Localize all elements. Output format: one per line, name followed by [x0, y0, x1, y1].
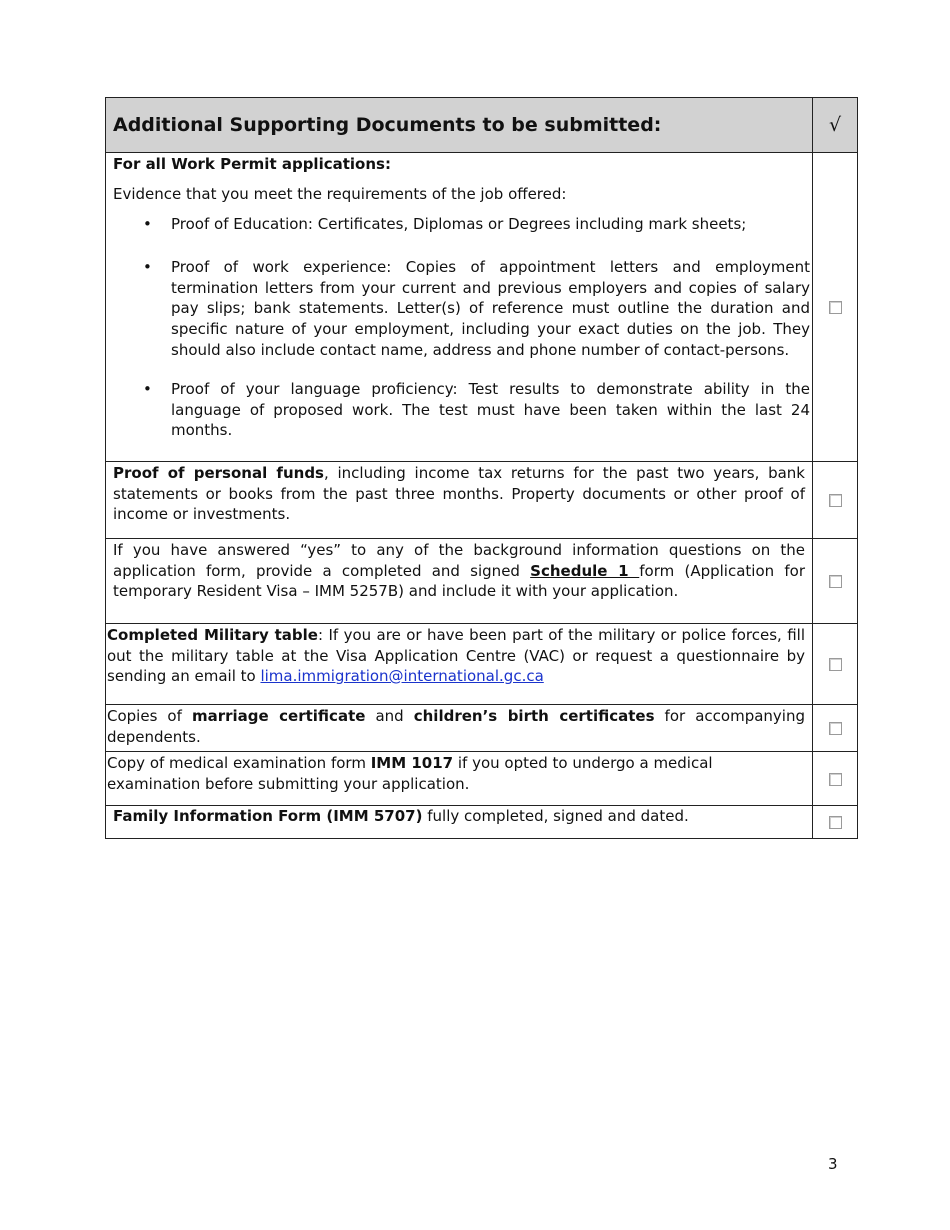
schedule-text: If you have answered “yes” to any of the background information questions on the application form, provide a completed and signed Schedule 1 form (Application for temporary Resident Visa – IMM 5257B) and include it with your application.: [113, 541, 805, 600]
work-permit-intro: Evidence that you meet the requirements of the job offered:: [113, 185, 567, 203]
table-title: Additional Supporting Documents to be submitted:: [113, 114, 662, 136]
marriage-checkbox[interactable]: [829, 722, 842, 735]
supporting-documents-table: [105, 97, 858, 839]
bullet-icon: •: [143, 257, 152, 276]
check-cell: [813, 539, 858, 624]
table-row: [106, 624, 858, 705]
work-permit-checkbox[interactable]: [829, 301, 842, 314]
bullet-icon: •: [143, 379, 152, 398]
page-number: 3: [828, 1155, 838, 1173]
personal-funds-text: Proof of personal funds, including income tax returns for the past two years, bank statements or books from the past three months. Property documents or other proof of income or investments.: [113, 464, 805, 523]
check-cell: [813, 153, 858, 462]
family-checkbox[interactable]: [829, 816, 842, 829]
table-row: [106, 539, 858, 624]
table-row: [106, 462, 858, 539]
medical-cell: [106, 752, 813, 806]
personal-funds-cell: [106, 462, 813, 539]
list-item: • Proof of work experience: Copies of appointment letters and employment termination letters from your current and previous employers and copies of salary pay slips; bank statements. Letter(s) of reference must outline the duration and specific nature of your employment, including your exact duties on the job. They should also include contact name, address and phone number of contact-persons.: [143, 257, 810, 359]
list-item: • Proof of Education: Certificates, Diplomas or Degrees including mark sheets;: [143, 215, 747, 233]
check-cell: [813, 705, 858, 752]
marriage-cell: [106, 705, 813, 752]
work-permit-cell: [106, 153, 813, 462]
marriage-text: Copies of marriage certificate and children’s birth certificates for accompanying dependents.: [107, 707, 805, 746]
table-row: [106, 705, 858, 752]
header-cell: [106, 98, 813, 153]
table-row: [106, 806, 858, 839]
medical-checkbox[interactable]: [829, 773, 842, 786]
email-link[interactable]: lima.immigration@international.gc.ca: [260, 667, 544, 685]
family-text: Family Information Form (IMM 5707) fully completed, signed and dated.: [113, 807, 689, 825]
check-cell: [813, 752, 858, 806]
schedule-cell: [106, 539, 813, 624]
schedule-checkbox[interactable]: [829, 575, 842, 588]
military-cell: [106, 624, 813, 705]
check-cell: [813, 462, 858, 539]
checkmark-icon: √: [828, 114, 842, 136]
table-row: [106, 752, 858, 806]
family-cell: [106, 806, 813, 839]
military-text: Completed Military table: If you are or have been part of the military or police forces, fill out the military table at the Visa Application Centre (VAC) or request a questionnaire by sending an email to lima.immigration@international.gc.ca: [107, 626, 806, 685]
check-cell: [813, 806, 858, 839]
header-check-cell: [813, 98, 858, 153]
requirements-list: [106, 214, 812, 441]
personal-funds-checkbox[interactable]: [829, 494, 842, 507]
work-permit-heading: For all Work Permit applications:: [113, 155, 391, 173]
table-row: [106, 153, 858, 462]
military-checkbox[interactable]: [829, 658, 842, 671]
list-item: • Proof of your language proficiency: Test results to demonstrate ability in the language of proposed work. The test must have been taken within the last 24 months.: [143, 379, 810, 440]
medical-text: Copy of medical examination form IMM 1017 if you opted to undergo a medical examination before submitting your application.: [107, 754, 713, 793]
bullet-icon: •: [143, 215, 152, 233]
check-cell: [813, 624, 858, 705]
table-header-row: [106, 98, 858, 153]
